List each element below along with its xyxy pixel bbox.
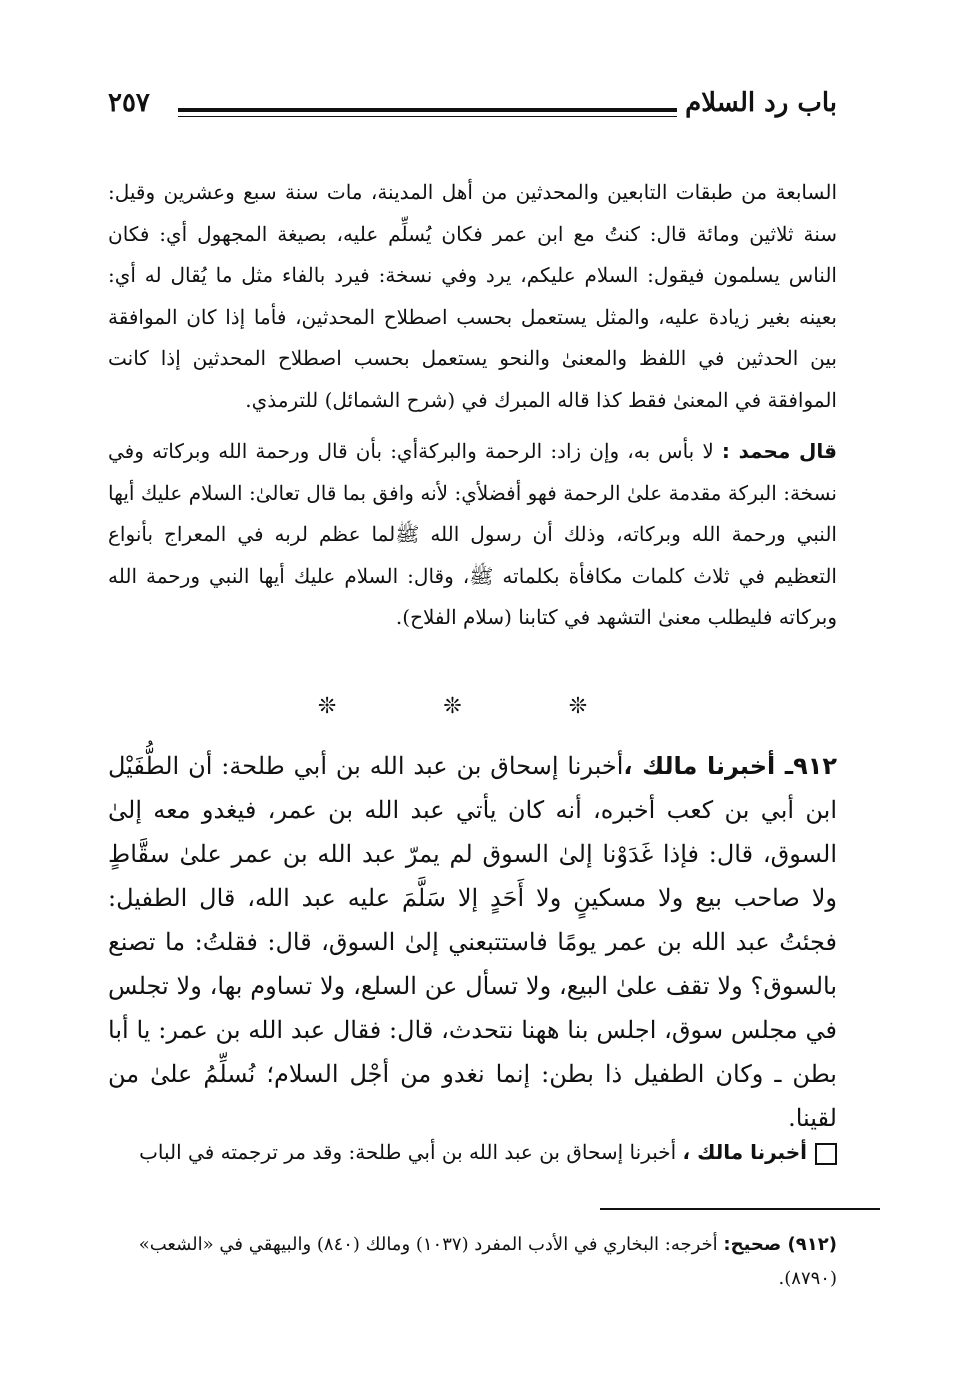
page-number: ٢٥٧: [108, 88, 150, 118]
page-header: [108, 88, 837, 128]
footnote-text: أخرجه: البخاري في الأدب المفرد (١٠٣٧) ومالك (٨٤٠) والبيهقي في «الشعب» (٨٧٩٠).: [138, 1234, 837, 1289]
note-text: أخبرنا إسحاق بن عبد الله بن أبي طلحة: وقد مر ترجمته في الباب: [139, 1140, 683, 1164]
hadith-paragraph: [108, 744, 837, 1140]
commentary-paragraph-1: السابعة من طبقات التابعين والمحدثين من أهل المدينة، مات سنة سبع وعشرين وقيل: سنة ثلاثين ومائة قال: كنتُ مع ابن عمر فكان يُسلِّم عليه، بصيغة المجهول أي: فكان الناس يسلمون فيقول: السلام عليكم، يرد وفي نسخة: فيرد بالفاء مثل ما يُقال له أي: بعينه بغير زيادة عليه، والمثل يستعمل بحسب اصطلاح المحدثين، فأما إذا كان الموافقة بين الحدثين في اللفظ والمعنىٰ والنحو يستعمل بحسب اصطلاح المحدثين إذا كانت الموافقة في المعنىٰ فقط كذا قاله المبرك في (شرح الشمائل) للترمذي.: [108, 180, 838, 412]
hadith-block: [108, 744, 837, 1140]
header-rule: [178, 108, 677, 112]
commentary-label: قال محمد :: [721, 439, 838, 463]
header-rule-thin: [178, 116, 677, 117]
commentary-block: [108, 172, 837, 639]
note-label: أخبرنا مالك ،: [682, 1140, 807, 1164]
footnote: [108, 1228, 837, 1296]
hadith-text: أخبرنا إسحاق بن عبد الله بن أبي طلحة: أن الطُّفَيْل ابن أبي بن كعب أخبره، أنه كان يأتي عبد الله بن عمر، فيغدو معه إلىٰ السوق، قال: فإذا غَدَوْنا إلىٰ السوق لم يمرّ عبد الله بن عمر علىٰ سقَّاطٍ ولا صاحب بيع ولا مسكينٍ ولا أَحَدٍ إلا سَلَّمَ عليه عبد الله، قال الطفيل: فجئتُ عبد الله بن عمر يومًا فاستتبعني إلىٰ السوق، قال: فقلتُ: ما تصنع بالسوق؟ ولا تقف علىٰ البيع، ولا تسأل عن السلع، ولا تساوم بها، ولا تجلس في مجلس سوق، اجلس بنا ههنا نتحدث، قال: فقال عبد الله بن عمر: يا أبا بطن ـ وكان الطفيل ذا بطن: إنما نغدو من أجْل السلام؛ نُسلِّمُ علىٰ من لقينا.: [108, 752, 837, 1132]
footnote-paragraph: [108, 1228, 837, 1296]
footnote-rule: [600, 1208, 880, 1210]
hadith-label: ٩١٢ـ أخبرنا مالك ،: [623, 752, 838, 780]
commentary-paragraph-2: [108, 431, 837, 639]
commentary-paragraph-2-text: لا بأس به، وإن زاد: الرحمة والبركةأي: بأن قال ورحمة الله وبركاته وفي نسخة: البركة مقدمة علىٰ الرحمة فهو أفضلأي: لأنه وافق بما قال تعالىٰ: السلام عليك أيها النبي ورحمة الله وبركاته، وذلك أن رسول الله ﷺلما عظم لربه في المعراج بأنواع التعظيم في ثلاث كلمات مكافأة بكلماته ﷺ، وقال: السلام عليك أيها النبي ورحمة الله وبركاته فليطلب معنىٰ التشهد في كتابنا (سلام الفلاح).: [108, 439, 837, 629]
commentary-note: [108, 1136, 837, 1168]
square-marker-icon: [815, 1143, 837, 1165]
section-separator: ❊ ❊ ❊: [317, 694, 638, 719]
chapter-title: باب رد السلام: [685, 88, 837, 118]
footnote-label: (٩١٢) صحيح:: [723, 1234, 837, 1255]
